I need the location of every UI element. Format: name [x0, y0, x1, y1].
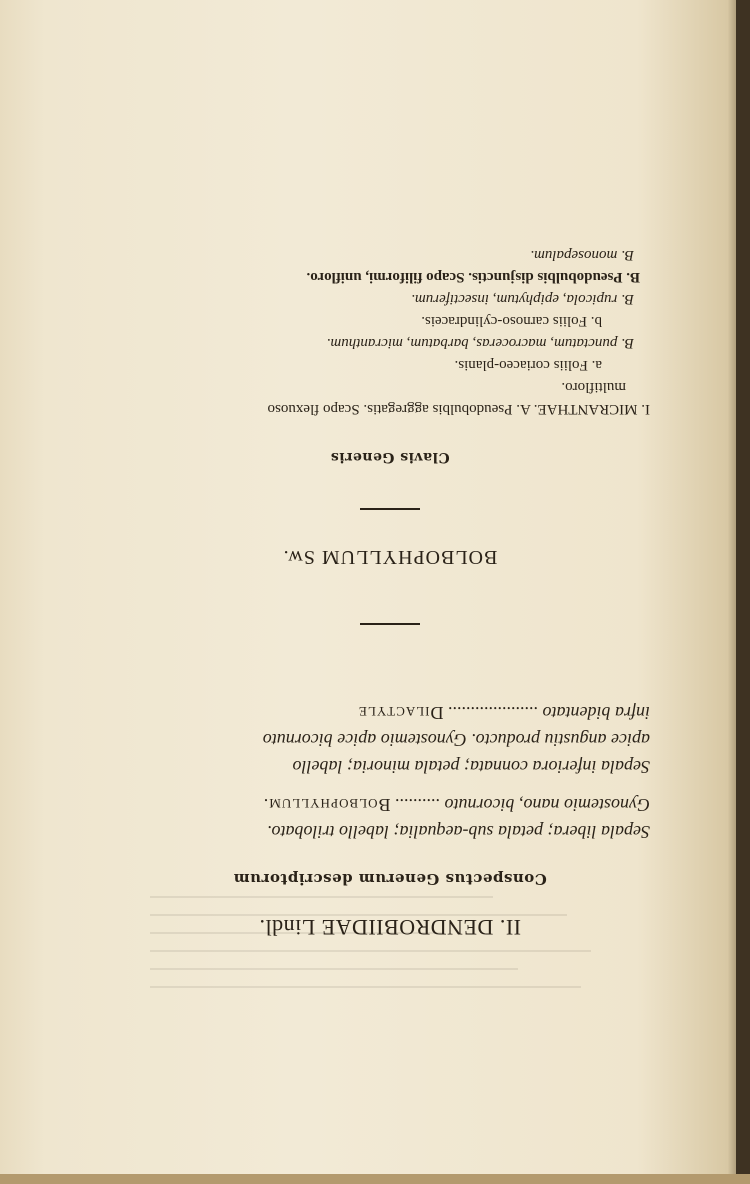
clavis-heading: Clavis Generis — [330, 449, 450, 465]
key-section — [130, 244, 650, 420]
key-line: B. rupicola, epiphytum, insectiferum. — [411, 291, 634, 307]
key-line: B. monosepalum. — [530, 247, 634, 263]
key-line: B. punctatum, macroceras, barbatum, micranthum. — [326, 335, 634, 351]
key-line: b. Foliis carnoso-cylindraceis. — [421, 313, 602, 329]
genus-entry-dilactyle — [130, 699, 650, 780]
key-line: B. Pseudobulbis disjunctis. Scapo filiformi, unifloro. — [306, 269, 640, 285]
key-line: multifloro. — [561, 379, 626, 395]
genus-name: Bolbophyllum. — [262, 795, 391, 815]
divider-rule — [360, 623, 420, 625]
genus-title: BOLBOPHYLLUM Sw. — [282, 546, 498, 568]
conspectus-heading: Conspectus Generum descriptorum — [233, 870, 547, 888]
page-edge-shadow — [736, 0, 750, 1184]
divider-rule — [360, 508, 420, 510]
dot-leader: .................... — [448, 703, 538, 723]
entry-line: apice angustiu producto. Gynostemio apice bicornuto — [262, 730, 650, 750]
entry-line: infra bidentato — [542, 703, 650, 723]
entry-line: Sepala libera; petala sub-aequalia; labello trilobato. — [267, 822, 650, 842]
entry-line: Sepala inferiora connata; petala minoria; labello — [292, 757, 650, 777]
key-line: I. MICRANTHAE. A. Pseudobulbis aggregatis. Scapo flexuoso — [267, 401, 650, 417]
page-edge-bottom — [0, 1174, 750, 1184]
chapter-heading: II. DENDROBIIDAE Lindl. — [258, 915, 522, 940]
entry-line: Gynostemio nano, bicornuto — [444, 795, 650, 815]
key-line: a. Foliis coriaceo-planis. — [454, 357, 602, 373]
genus-name: Dilactyle — [357, 703, 444, 723]
genus-entry-bolbophyllum — [130, 791, 650, 845]
dot-leader: .......... — [395, 795, 441, 815]
rotated-text-block — [130, 120, 650, 940]
